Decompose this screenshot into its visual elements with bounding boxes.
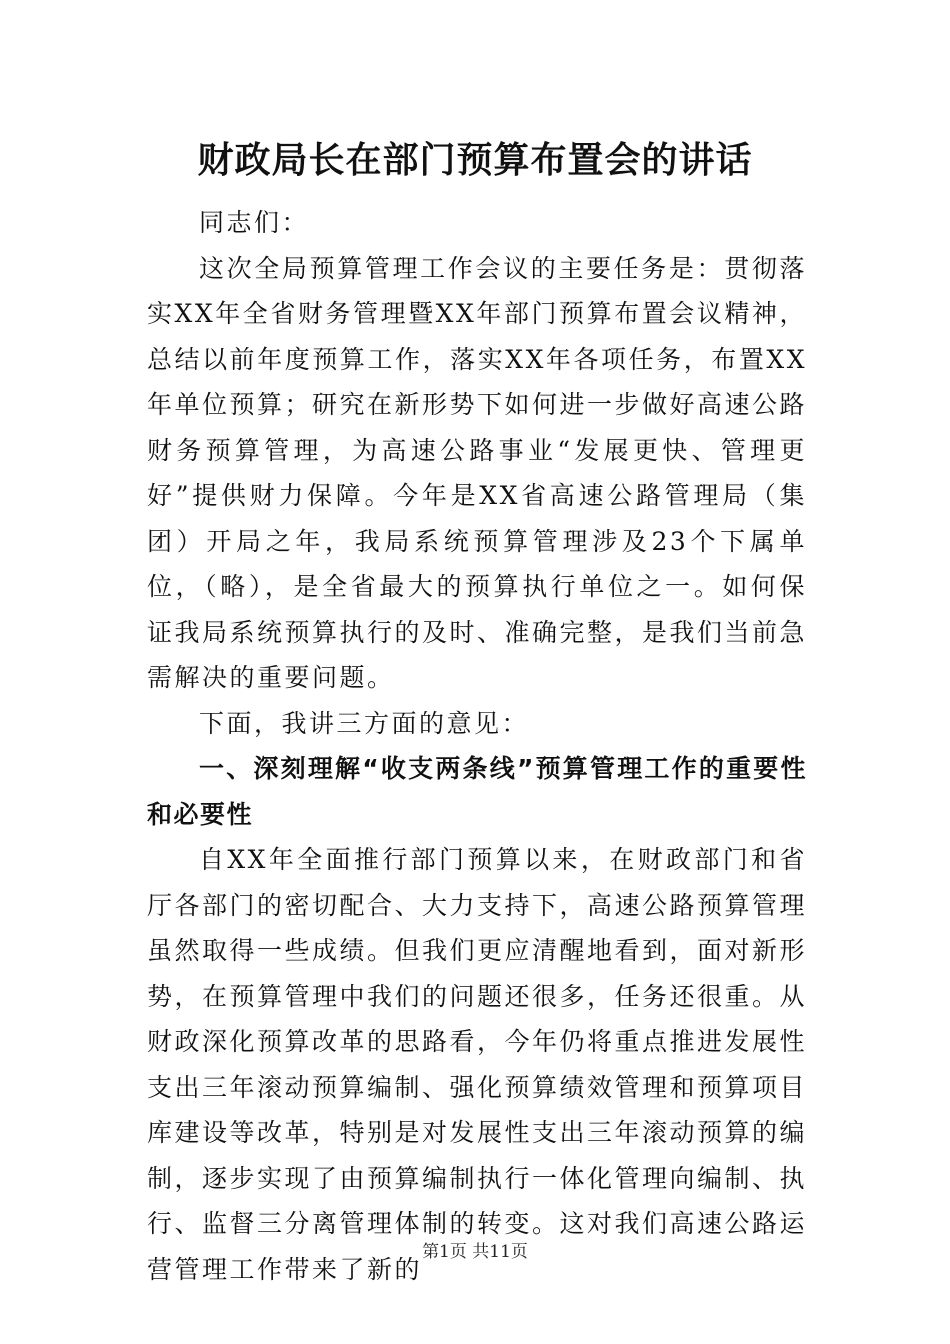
paragraph-outline: 下面，我讲三方面的意见： [199, 708, 530, 738]
page-title: 财政局长在部门预算布置会的讲话 [197, 139, 753, 181]
document-body [147, 200, 807, 1292]
section-paragraph: 自XX年全面推行部门预算以来，在财政部门和省厅各部门的密切配合、大力支持下，高速公路预算管理虽然取得一些成绩。但我们更应清醒地看到，面对新形势，在预算管理中我们的问题还很多，任务还很重。从财政深化预算改革的思路看，今年仍将重点推进发展性支出三年滚动预算编制、强化预算绩效管理和预算项目库建设等改革，特别是对发展性支出三年滚动预算的编制，逐步实现了由预算编制执行一体化管理向编制、执行、监督三分离管理体制的转变。这对我们高速公路运营管理工作带来了新的 [147, 845, 808, 1284]
salutation: 同志们： [199, 208, 310, 237]
page-footer: 第1页 共11页 [422, 1242, 528, 1262]
paragraph-intro: 这次全局预算管理工作会议的主要任务是：贯彻落实XX年全省财务管理暨XX年部门预算布置会议精神，总结以前年度预算工作，落实XX年各项任务，布置XX年单位预算；研究在新形势下如何进一步做好高速公路财务预算管理，为高速公路事业“发展更快、管理更好”提供财力保障。今年是XX省高速公路管理局（集团）开局之年，我局系统预算管理涉及23个下属单位，（略），是全省最大的预算执行单位之一。如何保证我局系统预算执行的及时、准确完整，是我们当前急需解决的重要问题。 [147, 253, 808, 692]
section-heading: 一、深刻理解“收支两条线”预算管理工作的重要性和必要性 [147, 754, 807, 829]
